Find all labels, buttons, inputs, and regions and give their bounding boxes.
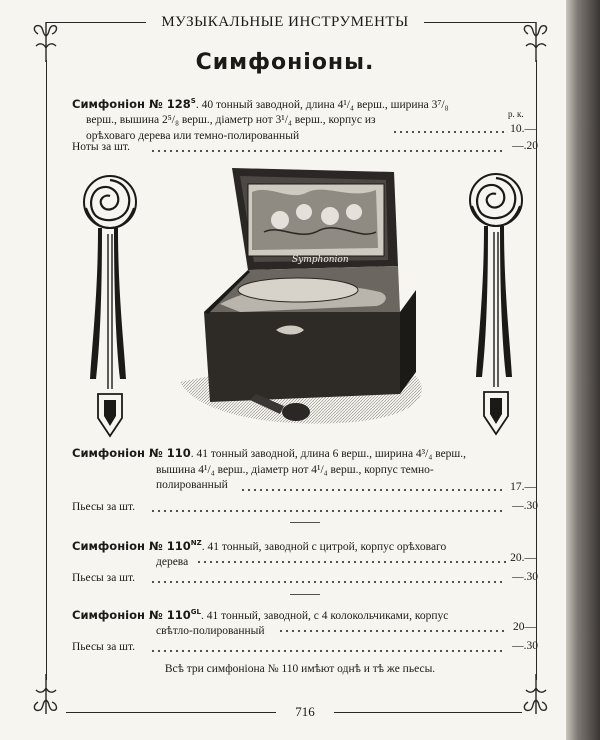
- notes-price: —.30: [512, 640, 538, 652]
- book-spine-edge: [566, 0, 600, 740]
- description-line: дерева: [156, 556, 189, 569]
- description-line: . 41 тонный заводной, длина 6 верш., ширина 4³/₄ верш.,: [190, 448, 467, 460]
- corner-ornament-bottom-right: [522, 672, 552, 716]
- leader-dots: [150, 510, 506, 512]
- model-name: Симфоніон № 110: [72, 607, 191, 622]
- price: 20.—: [510, 552, 536, 564]
- notes-price: —.30: [512, 500, 538, 512]
- rose-ornament-left: [82, 174, 138, 436]
- currency-label: р. к.: [508, 109, 524, 119]
- footer-note: Всѣ три симфоніона № 110 имѣют однѣ и тѣ же пьесы.: [164, 663, 436, 675]
- leader-dots: [278, 630, 506, 632]
- separator-rule: [290, 522, 320, 523]
- entry-110: [72, 446, 512, 494]
- separator-rule: [290, 594, 320, 595]
- description-line: полированный: [156, 479, 228, 491]
- notes-price: —.20: [512, 140, 538, 152]
- entry-110gl: [72, 605, 512, 640]
- frame-top-right: [424, 22, 536, 23]
- description-line: . 40 тонный заводной, длина 4¹/₄ верш., ширина 3⁷/₈: [195, 98, 449, 111]
- price: 17.—: [510, 481, 536, 493]
- notes-label: Ноты за шт.: [72, 141, 130, 153]
- description-line: вышина 4¹/₄ верш., діаметр нот 4¹/₄ верш., корпус темно-: [156, 463, 434, 476]
- model-suffix: S: [190, 97, 196, 105]
- leader-dots: [392, 131, 504, 133]
- frame-bottom-left: [66, 712, 276, 713]
- price: 10.—: [510, 123, 536, 135]
- leader-dots: [240, 489, 506, 491]
- description-line: свѣтло-полированный: [156, 625, 265, 638]
- model-name: Симфоніон № 128: [72, 96, 191, 111]
- frame-top-left: [46, 22, 146, 23]
- header-title: МУЗЫКАЛЬНЫЕ ИНСТРУМЕНТЫ: [161, 14, 409, 30]
- leader-dots: [196, 561, 506, 563]
- description-line: . 41 тонный, заводной с цитрой, корпус орѣховаго: [201, 540, 447, 553]
- entry-128s: [72, 94, 512, 144]
- notes-label: Пьесы за шт.: [72, 572, 136, 584]
- description-line: . 41 тонный, заводной, с 4 колокольчиками, корпус: [201, 609, 449, 622]
- corner-ornament-bottom-left: [30, 672, 60, 716]
- model-suffix: NZ: [190, 539, 202, 547]
- leader-dots: [150, 150, 506, 152]
- entry-110nz: [72, 536, 512, 571]
- corner-ornament-top-right: [522, 20, 552, 64]
- music-box-illustration: [180, 162, 426, 430]
- page-number: 716: [295, 704, 315, 719]
- notes-price: —.30: [512, 571, 538, 583]
- frame-right: [536, 60, 537, 680]
- leader-dots: [150, 581, 506, 583]
- notes-label: Пьесы за шт.: [72, 641, 136, 653]
- rose-ornament-right: [468, 172, 524, 434]
- frame-bottom-right: [334, 712, 522, 713]
- model-name: Симфоніон № 110: [72, 446, 191, 460]
- leader-dots: [150, 650, 506, 652]
- notes-label: Пьесы за шт.: [72, 501, 136, 513]
- price: 20—: [513, 621, 536, 633]
- description-line: орѣховаго дерева или темно-полированный: [86, 129, 300, 142]
- description-line: верш., вышина 2⁵/₈ верш., діаметр нот 3¹/₄ верш., корпус из: [86, 114, 376, 127]
- brand-label: Symphonion: [292, 255, 349, 265]
- frame-left: [46, 60, 47, 680]
- model-name: Симфоніон № 110: [72, 538, 191, 553]
- model-suffix: GL: [190, 608, 202, 616]
- corner-ornament-top-left: [30, 20, 60, 64]
- page-title: Симфоніоны.: [195, 50, 375, 75]
